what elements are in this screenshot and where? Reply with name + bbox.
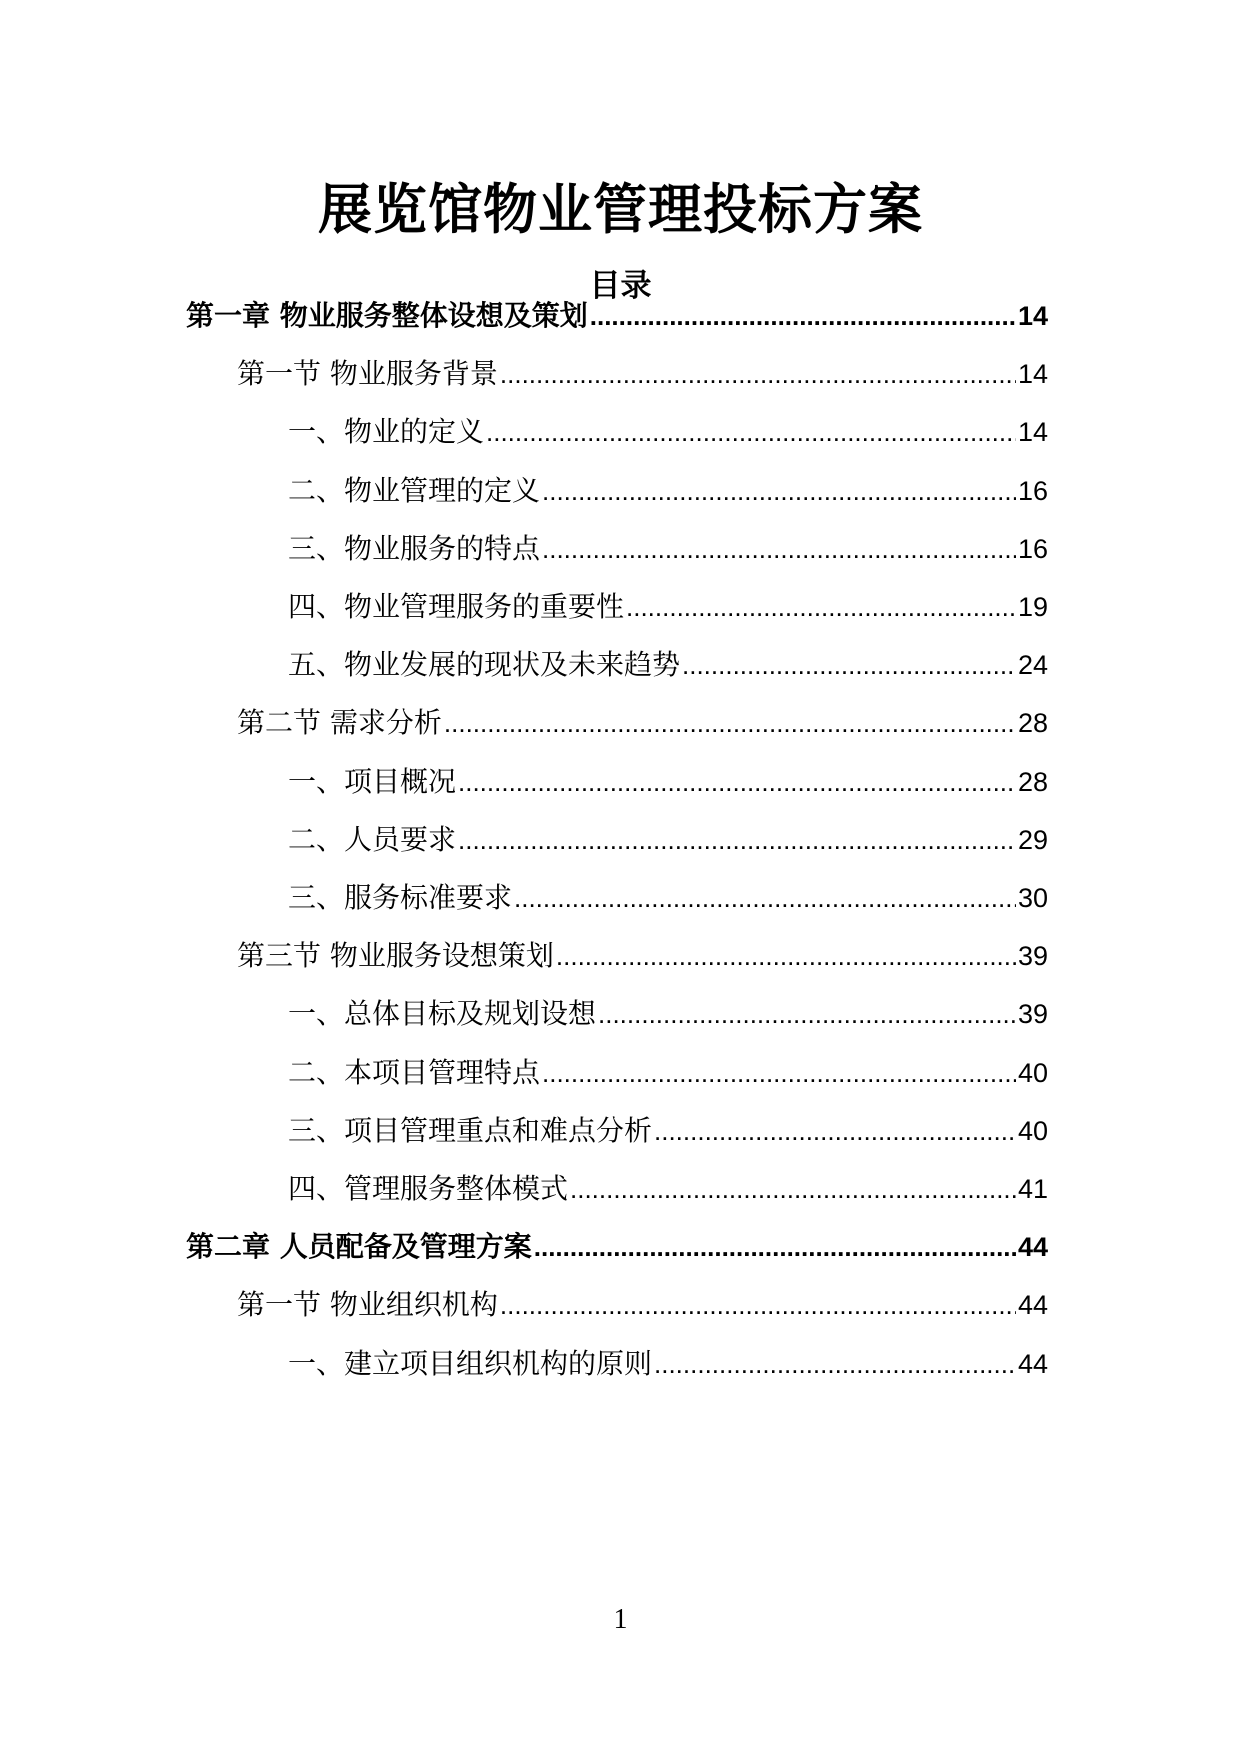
toc-dot-leader	[542, 1053, 1016, 1093]
toc-entry[interactable]	[288, 762, 1048, 802]
toc-dot-leader	[534, 1227, 1016, 1267]
toc-entry-title: 第一章 物业服务整体设想及策划	[186, 299, 588, 332]
toc-entry-page-number: 44	[1017, 1290, 1048, 1320]
toc-entry[interactable]	[237, 703, 1048, 743]
toc-entry-title: 三、服务标准要求	[288, 881, 513, 914]
toc-entry-page-number: 28	[1017, 708, 1048, 738]
toc-dot-leader	[542, 529, 1016, 569]
toc-dot-leader	[486, 412, 1016, 452]
toc-entry[interactable]	[288, 994, 1048, 1034]
toc-entry-title: 一、项目概况	[288, 765, 457, 798]
toc-entry[interactable]	[237, 1285, 1048, 1325]
toc-entry[interactable]	[237, 936, 1048, 976]
toc-entry[interactable]	[288, 878, 1048, 918]
document-title: 展览馆物业管理投标方案	[318, 178, 923, 241]
toc-entry-page-number: 41	[1017, 1174, 1048, 1204]
toc-entry-title: 三、项目管理重点和难点分析	[288, 1114, 653, 1147]
toc-dot-leader	[570, 1169, 1016, 1209]
toc-entry-page-number: 14	[1017, 359, 1048, 389]
toc-entry[interactable]	[288, 587, 1048, 627]
toc-entry[interactable]	[288, 820, 1048, 860]
toc-entry[interactable]	[186, 296, 1048, 336]
toc-heading: 目录	[589, 268, 652, 304]
toc-entry-title: 二、本项目管理特点	[288, 1056, 541, 1089]
toc-entry[interactable]	[288, 1344, 1048, 1384]
toc-entry-title: 一、总体目标及规划设想	[288, 997, 597, 1030]
toc-entry-page-number: 40	[1017, 1116, 1048, 1146]
toc-entry-title: 二、物业管理的定义	[288, 474, 541, 507]
toc-dot-leader	[598, 994, 1016, 1034]
toc-dot-leader	[590, 296, 1016, 336]
toc-entry[interactable]	[288, 412, 1048, 452]
toc-entry[interactable]	[186, 1227, 1048, 1267]
toc-dot-leader	[654, 1111, 1016, 1151]
toc-entry-title: 一、物业的定义	[288, 415, 485, 448]
toc-entry-page-number: 16	[1017, 534, 1048, 564]
toc-entry-page-number: 16	[1017, 476, 1048, 506]
toc-entry-page-number: 19	[1017, 592, 1048, 622]
toc-entry-title: 三、物业服务的特点	[288, 532, 541, 565]
toc-entry[interactable]	[288, 471, 1048, 511]
toc-entry-title: 二、人员要求	[288, 823, 457, 856]
toc-entry[interactable]	[288, 1169, 1048, 1209]
toc-entry-title: 第二章 人员配备及管理方案	[186, 1230, 532, 1263]
toc-dot-leader	[500, 1285, 1016, 1325]
toc-dot-leader	[500, 354, 1016, 394]
toc-entry-page-number: 44	[1017, 1349, 1048, 1379]
toc-entry[interactable]	[288, 645, 1048, 685]
toc-entry[interactable]	[237, 354, 1048, 394]
toc-entry-title: 四、物业管理服务的重要性	[288, 590, 625, 623]
page-number: 1	[613, 1604, 628, 1635]
toc-dot-leader	[444, 703, 1016, 743]
toc-entry-title: 第三节 物业服务设想策划	[237, 939, 554, 972]
toc-entry[interactable]	[288, 529, 1048, 569]
toc-entry-page-number: 14	[1017, 417, 1048, 447]
toc-dot-leader	[514, 878, 1016, 918]
toc-entry-page-number: 30	[1017, 883, 1048, 913]
toc-entry-title: 四、管理服务整体模式	[288, 1172, 569, 1205]
toc-dot-leader	[556, 936, 1016, 976]
toc-entry-page-number: 24	[1017, 650, 1048, 680]
toc-entry-page-number: 39	[1017, 941, 1048, 971]
toc-entry-title: 第一节 物业组织机构	[237, 1288, 498, 1321]
toc-entry-page-number: 40	[1017, 1058, 1048, 1088]
toc-dot-leader	[458, 820, 1016, 860]
toc-dot-leader	[682, 645, 1016, 685]
toc-entry[interactable]	[288, 1111, 1048, 1151]
toc-entry-title: 第二节 需求分析	[237, 706, 442, 739]
toc-entry-title: 一、建立项目组织机构的原则	[288, 1347, 653, 1380]
toc-entry[interactable]	[288, 1053, 1048, 1093]
toc-entry-page-number: 29	[1017, 825, 1048, 855]
toc-dot-leader	[458, 762, 1016, 802]
toc-entry-page-number: 44	[1017, 1232, 1048, 1262]
toc-entry-title: 五、物业发展的现状及未来趋势	[288, 648, 681, 681]
toc-entry-page-number: 28	[1017, 767, 1048, 797]
toc-entry-page-number: 39	[1017, 999, 1048, 1029]
toc-entry-page-number: 14	[1017, 301, 1048, 331]
toc-dot-leader	[626, 587, 1016, 627]
toc-dot-leader	[654, 1344, 1016, 1384]
toc-entry-title: 第一节 物业服务背景	[237, 357, 498, 390]
toc-dot-leader	[542, 471, 1016, 511]
